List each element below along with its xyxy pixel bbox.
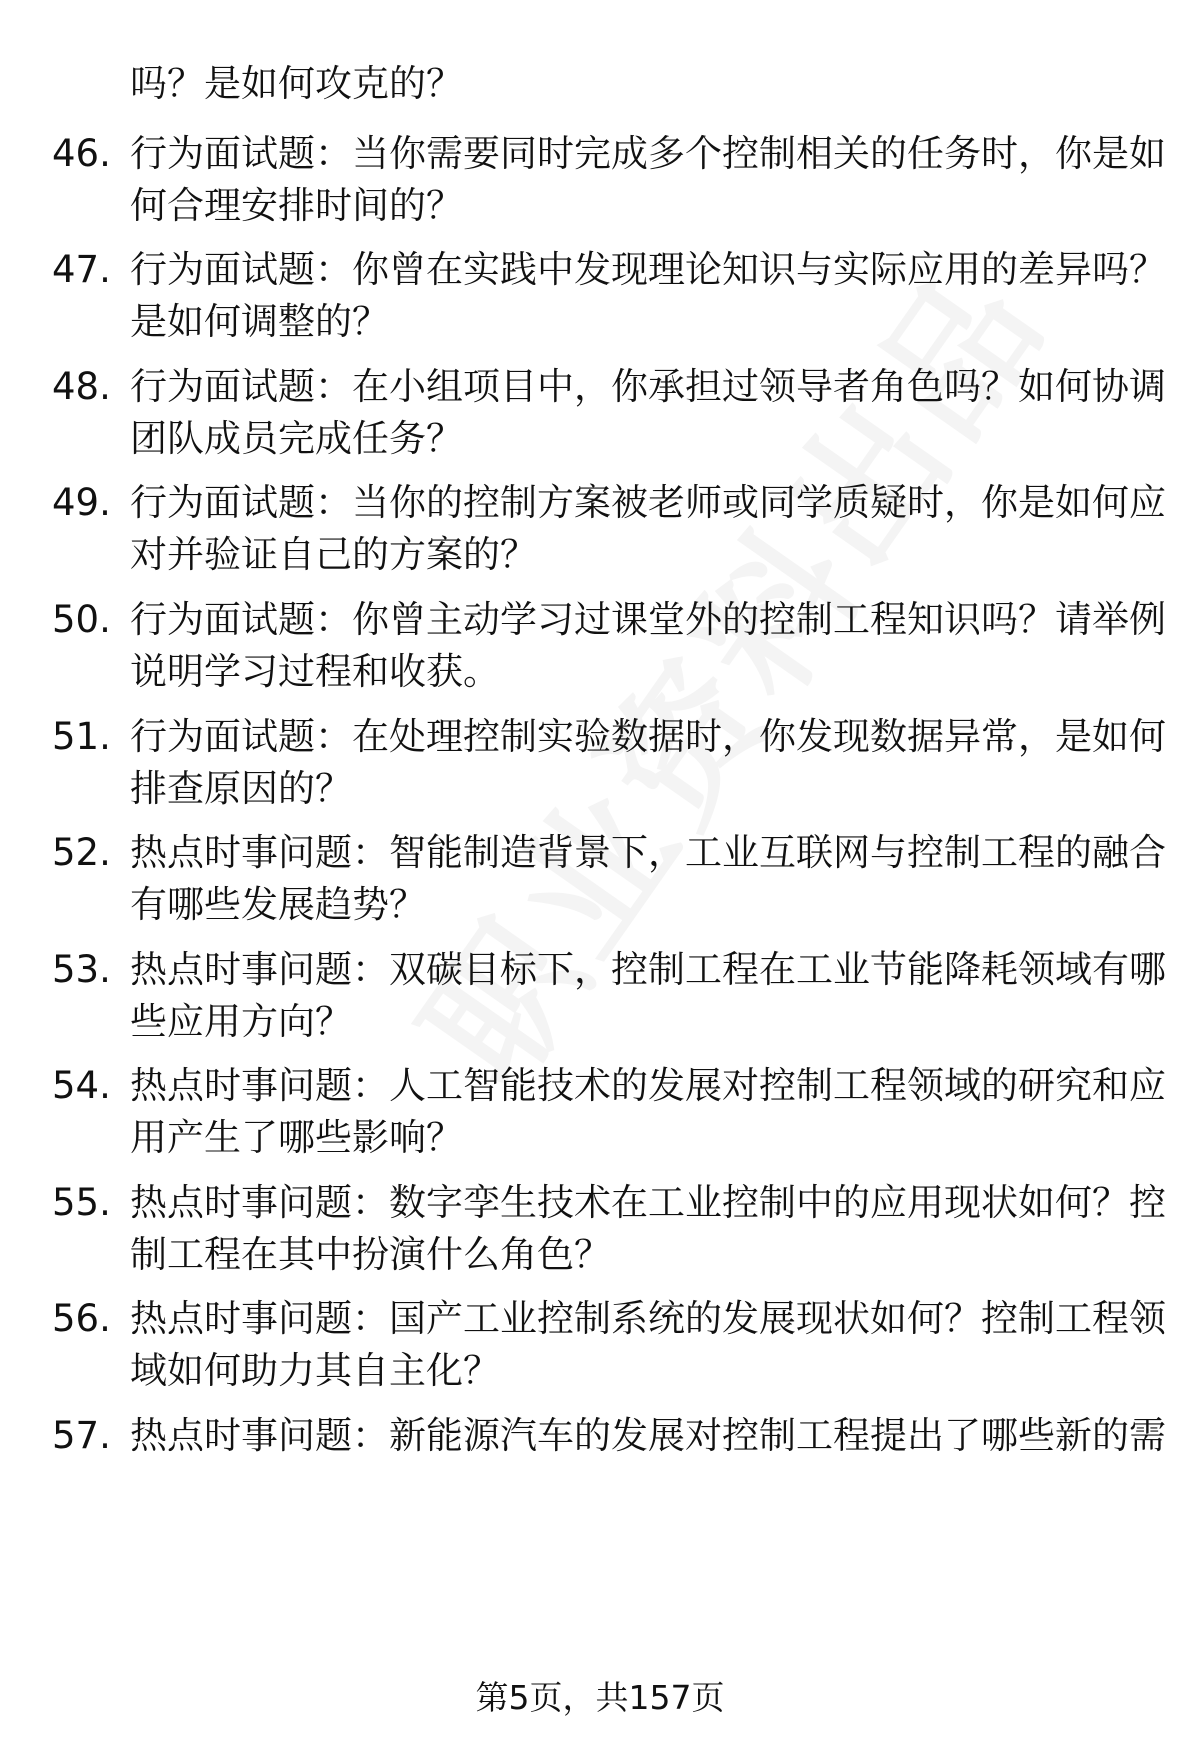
item-line: 热点时事问题：国产工业控制系统的发展现状如何？控制工程领	[130, 1297, 1166, 1340]
item-line: 是如何调整的？	[130, 300, 389, 343]
item-line: 排查原因的？	[130, 767, 352, 810]
continuation-line: 吗？是如何攻克的？	[130, 62, 463, 105]
item-number: 50.	[52, 598, 111, 641]
item-text	[130, 128, 1166, 232]
item-number: 53.	[52, 948, 111, 991]
item-text	[130, 1410, 1166, 1462]
item-line: 行为面试题：在处理控制实验数据时，你发现数据异常，是如何	[130, 715, 1166, 758]
item-text	[130, 244, 1166, 348]
item-line: 用产生了哪些影响？	[130, 1116, 463, 1159]
item-line: 行为面试题：当你的控制方案被老师或同学质疑时，你是如何应	[130, 481, 1166, 524]
item-line: 热点时事问题：数字孪生技术在工业控制中的应用现状如何？控	[130, 1181, 1166, 1224]
item-line: 些应用方向？	[130, 1000, 352, 1043]
item-line: 行为面试题：你曾主动学习过课堂外的控制工程知识吗？请举例	[130, 598, 1166, 641]
item-number: 55.	[52, 1181, 111, 1224]
item-line: 域如何助力其自主化？	[130, 1349, 500, 1392]
item-text	[130, 827, 1166, 931]
item-line: 行为面试题：当你需要同时完成多个控制相关的任务时，你是如	[130, 132, 1166, 175]
item-number: 47.	[52, 248, 111, 291]
item-number: 48.	[52, 365, 111, 408]
item-line: 何合理安排时间的？	[130, 184, 463, 227]
item-line: 热点时事问题：人工智能技术的发展对控制工程领域的研究和应	[130, 1064, 1166, 1107]
item-line: 行为面试题：你曾在实践中发现理论知识与实际应用的差异吗？	[130, 248, 1166, 291]
item-line: 团队成员完成任务？	[130, 417, 463, 460]
item-text	[130, 361, 1166, 465]
item-number: 54.	[52, 1064, 111, 1107]
item-text	[130, 477, 1166, 581]
item-line: 有哪些发展趋势？	[130, 883, 426, 926]
item-line: 制工程在其中扮演什么角色？	[130, 1233, 611, 1276]
item-line: 行为面试题：在小组项目中，你承担过领导者角色吗？如何协调	[130, 365, 1166, 408]
item-number: 52.	[52, 831, 111, 874]
item-number: 57.	[52, 1414, 111, 1457]
item-text	[130, 1293, 1166, 1397]
item-text	[130, 711, 1166, 815]
item-line: 说明学习过程和收获。	[130, 650, 500, 693]
item-line: 热点时事问题：智能制造背景下，工业互联网与控制工程的融合	[130, 831, 1166, 874]
page-footer: 第5页，共157页	[475, 1678, 725, 1717]
item-text	[130, 1177, 1166, 1281]
item-text	[130, 1060, 1166, 1164]
item-text	[130, 944, 1166, 1048]
item-line: 对并验证自己的方案的？	[130, 533, 537, 576]
item-number: 46.	[52, 132, 111, 175]
item-number: 49.	[52, 481, 111, 524]
item-text	[130, 594, 1166, 698]
item-line: 热点时事问题：新能源汽车的发展对控制工程提出了哪些新的需	[130, 1414, 1166, 1457]
item-number: 51.	[52, 715, 111, 758]
item-number: 56.	[52, 1297, 111, 1340]
item-line: 热点时事问题：双碳目标下，控制工程在工业节能降耗领域有哪	[130, 948, 1166, 991]
